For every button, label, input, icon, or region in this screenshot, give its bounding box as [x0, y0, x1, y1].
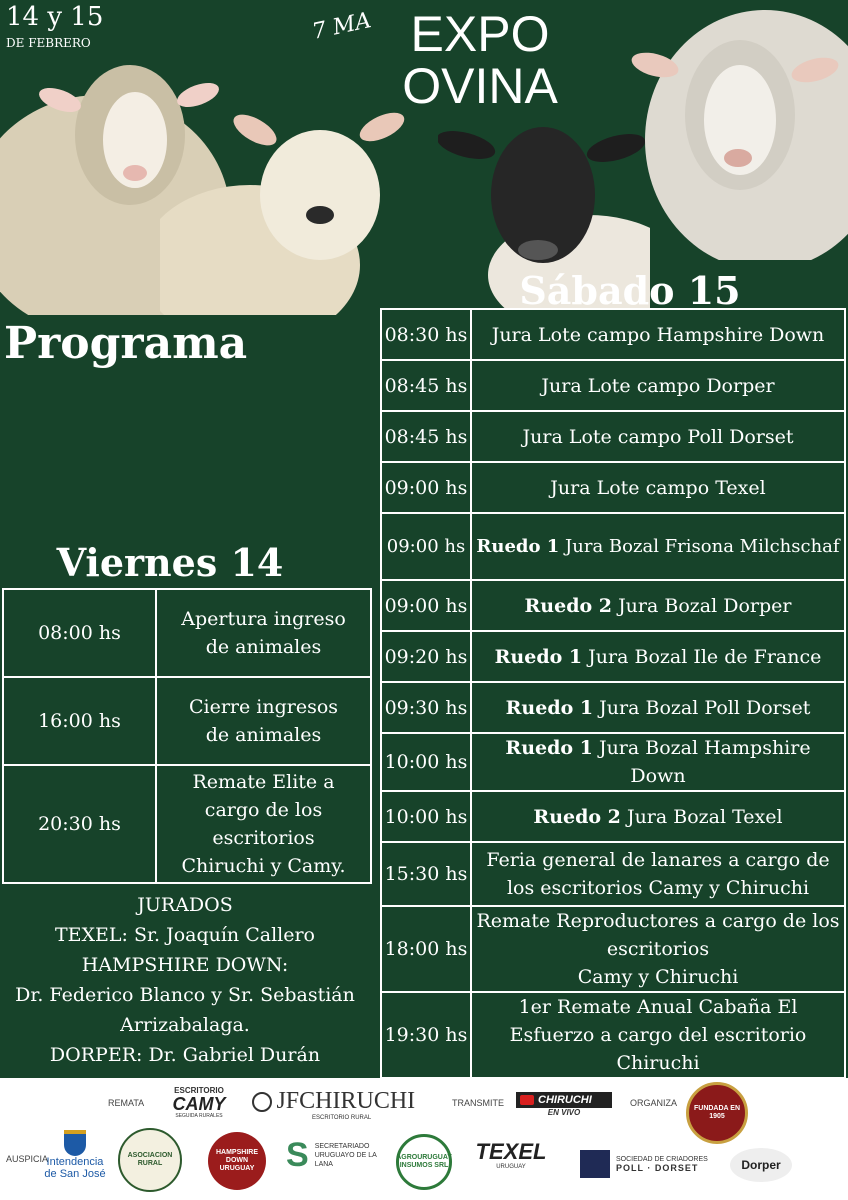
agro-name: AGROURUGUAY INSUMOS SRL [396, 1154, 452, 1169]
schedule-time: 15:30 hs [381, 842, 471, 906]
poll-dorset-logo [580, 1150, 708, 1178]
schedule-event: Remate Elite a cargo de los escritorios Chiruchi y Camy. [156, 765, 371, 883]
event-text: Jura Bozal Dorper [618, 594, 792, 617]
schedule-event [471, 411, 845, 462]
organiza-label: ORGANIZA [630, 1098, 678, 1108]
ruedo-label: Ruedo 2 [524, 594, 613, 617]
schedule-time: 09:00 hs [381, 462, 471, 513]
schedule-time: 20:30 hs [3, 765, 156, 883]
sponsors-strip [0, 1078, 848, 1200]
schedule-time: 10:00 hs [381, 733, 471, 791]
jurado-line: Dr. Federico Blanco y Sr. Sebastián Arrizabalaga. [15, 984, 355, 1036]
intendencia-logo [40, 1130, 110, 1180]
viernes-heading: Viernes 14 [56, 540, 284, 585]
jurados-title: JURADOS [137, 894, 233, 916]
transmite-label: TRANSMITE [452, 1098, 505, 1108]
sabado-schedule-table [380, 308, 846, 1078]
schedule-event [471, 360, 845, 411]
schedule-time: 08:45 hs [381, 411, 471, 462]
sabado-row [381, 791, 845, 842]
poll-dorset-sheep-icon [580, 1150, 610, 1178]
event-text: Jura Bozal Poll Dorset [599, 696, 811, 719]
texel-uruguay-logo [466, 1140, 556, 1170]
asociacion-rural-san-jose-logo [686, 1082, 748, 1144]
jurado-line: TEXEL: Sr. Joaquín Callero [54, 924, 315, 946]
schedule-event: Apertura ingreso de animales [156, 589, 371, 677]
hampshire-down-uruguay-logo [208, 1132, 266, 1190]
camy-name: CAMY [172, 1094, 226, 1114]
viernes-row [3, 765, 371, 883]
schedule-time: 18:00 hs [381, 906, 471, 992]
chiruchi-emblem-icon [252, 1092, 272, 1112]
ruedo-label: Ruedo 1 [476, 535, 560, 557]
event-dates: 14 y 15 [6, 2, 104, 32]
event-text: 1er Remate Anual Cabaña El Esfuerzo a cargo del escritorio Chiruchi [509, 996, 807, 1074]
texel-sub: URUGUAY [496, 1164, 526, 1170]
sabado-row [381, 733, 845, 791]
schedule-time: 09:20 hs [381, 631, 471, 682]
sheep-center-left-image [160, 105, 405, 315]
sabado-row [381, 631, 845, 682]
camy-top: ESCRITORIO [174, 1086, 224, 1095]
schedule-event [471, 992, 845, 1078]
schedule-time: 10:00 hs [381, 791, 471, 842]
title-line-1: EXPO [410, 6, 550, 62]
sabado-row [381, 992, 845, 1078]
sul-s-icon: S [286, 1136, 309, 1174]
schedule-event [471, 462, 845, 513]
event-text: Jura Bozal Hampshire Down [598, 737, 811, 787]
asociacion-rural-uruguay-logo [118, 1128, 182, 1192]
event-text: Remate Reproductores a cargo de los escritorios Camy y Chiruchi [476, 910, 840, 988]
texel-name: TEXEL [475, 1139, 547, 1164]
dorper-logo [730, 1148, 792, 1182]
intendencia-name: Intendencia de San José [44, 1156, 106, 1180]
schedule-time: 19:30 hs [381, 992, 471, 1078]
sabado-row [381, 309, 845, 360]
schedule-time: 09:00 hs [381, 513, 471, 580]
event-text: Jura Lote campo Poll Dorset [522, 425, 794, 448]
event-text: Jura Lote campo Texel [550, 476, 766, 499]
sabado-row [381, 462, 845, 513]
title-line-2: OVINA [402, 58, 558, 114]
schedule-event [471, 791, 845, 842]
event-title [380, 8, 580, 112]
schedule-event [471, 733, 845, 791]
intendencia-shield-icon [64, 1130, 86, 1156]
polldorset-name: POLL · DORSET [616, 1162, 699, 1173]
sabado-heading: Sábado 15 [519, 268, 741, 313]
schedule-time: 09:30 hs [381, 682, 471, 733]
agrouruguay-logo [396, 1134, 452, 1190]
chiruchi-en-vivo-logo [516, 1092, 612, 1117]
stream-name: CHIRUCHI [538, 1094, 592, 1106]
schedule-event [471, 682, 845, 733]
sheep-right-image [625, 0, 848, 260]
sabado-row [381, 513, 845, 580]
event-text: Jura Bozal Frisona Milchschaf [565, 535, 840, 557]
sabado-row [381, 580, 845, 631]
event-month: DE FEBRERO [6, 36, 91, 50]
event-text: Jura Lote campo Dorper [541, 374, 775, 397]
schedule-time: 09:00 hs [381, 580, 471, 631]
edition-number: 7 MA [310, 8, 374, 45]
sabado-row [381, 842, 845, 906]
asoc-rural-text: ASOCIACION RURAL [127, 1152, 173, 1167]
stream-sub: EN VIVO [547, 1108, 581, 1117]
sabado-row [381, 906, 845, 992]
camy-logo [166, 1086, 232, 1119]
schedule-event: Cierre ingresos de animales [156, 677, 371, 765]
event-text: Jura Bozal Texel [626, 805, 783, 828]
chiruchi-name: JFCHIRUCHI [276, 1088, 416, 1114]
schedule-time: 08:30 hs [381, 309, 471, 360]
viernes-row [3, 589, 371, 677]
schedule-time: 08:00 hs [3, 589, 156, 677]
schedule-event [471, 580, 845, 631]
chiruchi-sub: ESCRITORIO RURAL [312, 1115, 372, 1121]
sul-logo [286, 1138, 386, 1172]
sabado-row [381, 411, 845, 462]
schedule-event [471, 513, 845, 580]
sabado-row [381, 360, 845, 411]
event-text: Jura Lote campo Hampshire Down [491, 323, 825, 346]
ruedo-label: Ruedo 1 [494, 645, 583, 668]
sabado-row [381, 682, 845, 733]
auspicia-label: AUSPICIA [6, 1154, 49, 1164]
ruedo-label: Ruedo 2 [533, 805, 621, 828]
jurado-line: DORPER: Dr. Gabriel Durán [49, 1044, 321, 1066]
viernes-schedule-table [2, 588, 372, 884]
camy-sub: SEGUIDA RURALES [175, 1113, 223, 1119]
org-badge-text: FUNDADA EN 1905 [693, 1105, 741, 1120]
dorper-name: Dorper [741, 1158, 781, 1172]
remata-label: REMATA [108, 1098, 145, 1108]
schedule-event [471, 842, 845, 906]
sul-name: SECRETARIADO URUGUAYO DE LA LANA [314, 1142, 377, 1168]
ruedo-label: Ruedo 1 [505, 696, 594, 719]
event-text: Jura Bozal Ile de France [588, 645, 822, 668]
ruedo-label: Ruedo 1 [505, 737, 593, 759]
viernes-row [3, 677, 371, 765]
schedule-time: 08:45 hs [381, 360, 471, 411]
jfchiruchi-logo [252, 1088, 415, 1121]
schedule-event [471, 309, 845, 360]
programa-heading: Programa [4, 318, 248, 369]
schedule-event [471, 906, 845, 992]
schedule-event [471, 631, 845, 682]
play-icon [520, 1095, 534, 1105]
event-text: Feria general de lanares a cargo de los escritorios Camy y Chiruchi [486, 849, 830, 899]
hampshire-badge-text: HAMPSHIRE DOWN URUGUAY [215, 1149, 258, 1172]
schedule-time: 16:00 hs [3, 677, 156, 765]
jurado-line: HAMPSHIRE DOWN: [81, 954, 289, 976]
polldorset-top: SOCIEDAD DE CRIADORES [616, 1155, 708, 1163]
jurados-block [0, 890, 370, 1070]
